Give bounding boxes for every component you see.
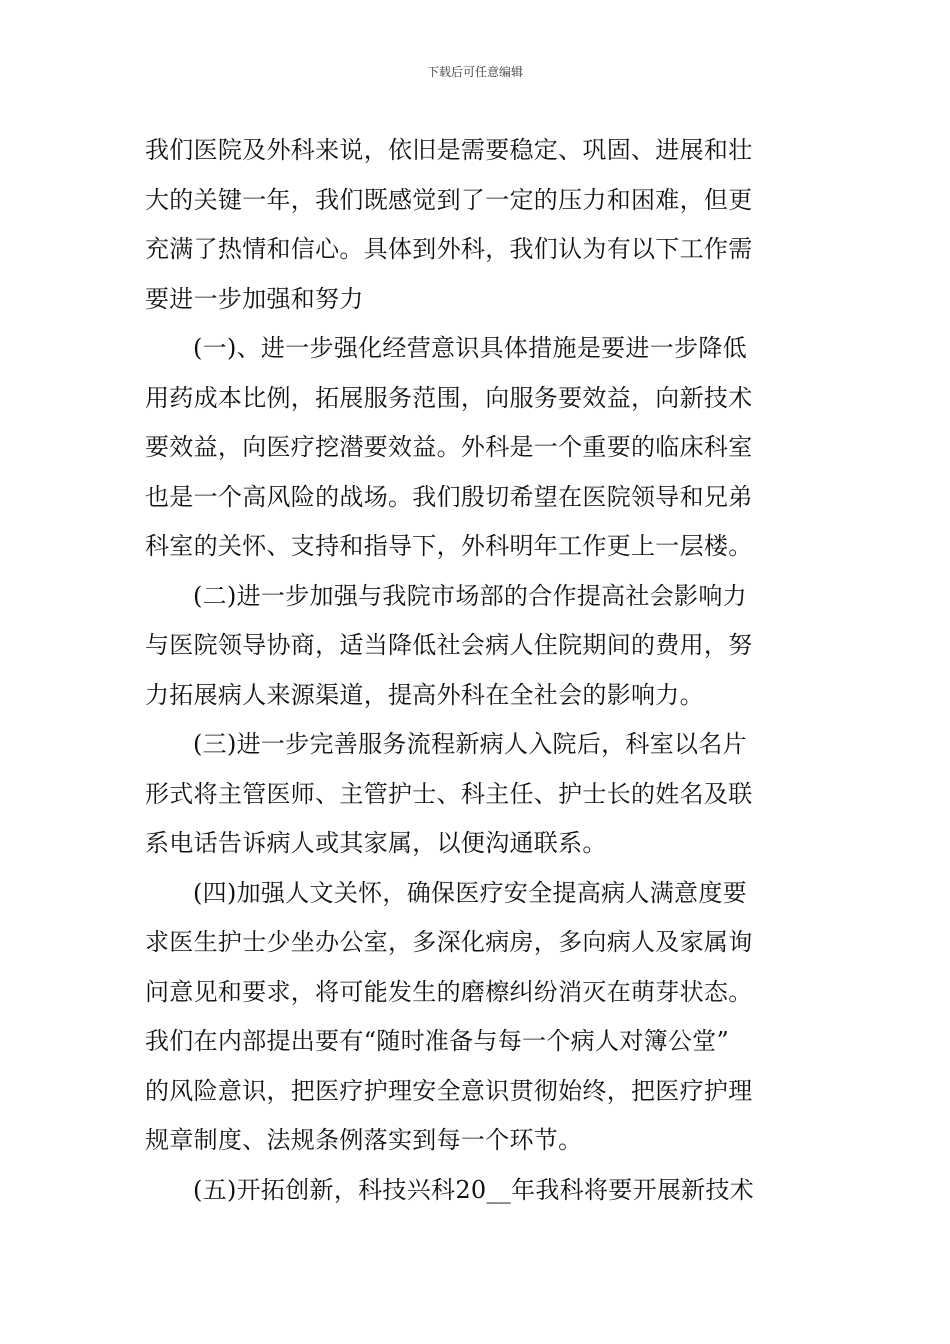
text-line-6: 用药成本比例，拓展服务范围，向服务要效益，向新技术 bbox=[145, 383, 753, 412]
paragraph-3-heading-line: (三)进一步完善服务流程新病人入院后，科室以名片 bbox=[193, 730, 747, 758]
text-line-11: 与医院领导协商，适当降低社会病人住院期间的费用，努 bbox=[145, 631, 753, 659]
text-line-20: 的风险意识，把医疗护理安全意识贯彻始终，把医疗护理 bbox=[145, 1076, 753, 1105]
text-line-17: 求医生护士少坐办公室，多深化病房，多向病人及家属询 bbox=[145, 928, 753, 956]
text-line-7: 要效益，向医疗挖潜要效益。外科是一个重要的临床科室 bbox=[145, 433, 753, 461]
text-line-15: 系电话告诉病人或其家属，以便沟通联系。 bbox=[145, 829, 607, 857]
paragraph-4-heading-line: (四)加强人文关怀，确保医疗安全提高病人满意度要 bbox=[193, 878, 747, 907]
text-line-9: 科室的关怀、支持和指导下，外科明年工作更上一层楼。 bbox=[145, 532, 753, 560]
text-line-8: 也是一个高风险的战场。我们殷切希望在医院领导和兄弟 bbox=[145, 482, 753, 511]
text-line-4: 要进一步加强和努力 bbox=[145, 284, 364, 313]
text-line-2: 大的关键一年，我们既感觉到了一定的压力和困难，但更 bbox=[145, 185, 753, 214]
paragraph-2-heading-line: (二)进一步加强与我院市场部的合作提高社会影响力 bbox=[193, 581, 747, 610]
page-header: 下载后可任意编辑 bbox=[426, 65, 523, 79]
text-line-14: 形式将主管医师、主管护士、科主任、护士长的姓名及联 bbox=[145, 779, 753, 808]
document-body bbox=[145, 126, 810, 1215]
paragraph-1-heading-line: (一)、进一步强化经营意识具体措施是要进一步降低 bbox=[193, 334, 747, 362]
text-line-21: 规章制度、法规条例落实到每一个环节。 bbox=[145, 1126, 583, 1154]
text-line-12: 力拓展病人来源渠道，提高外科在全社会的影响力。 bbox=[145, 680, 704, 709]
paragraph-5-heading-line: (五)开拓创新，科技兴科20__年我科将要开展新技术 bbox=[193, 1175, 755, 1204]
text-line-18: 问意见和要求，将可能发生的磨檫纠纷消灭在萌芽状态。 bbox=[145, 977, 753, 1006]
text-line-1: 我们医院及外科来说，依旧是需要稳定、巩固、进展和壮 bbox=[145, 136, 753, 164]
text-line-3: 充满了热情和信心。具体到外科，我们认为有以下工作需 bbox=[145, 235, 753, 263]
text-line-19: 我们在内部提出要有“随时准备与每一个病人对簿公堂” bbox=[145, 1027, 730, 1055]
